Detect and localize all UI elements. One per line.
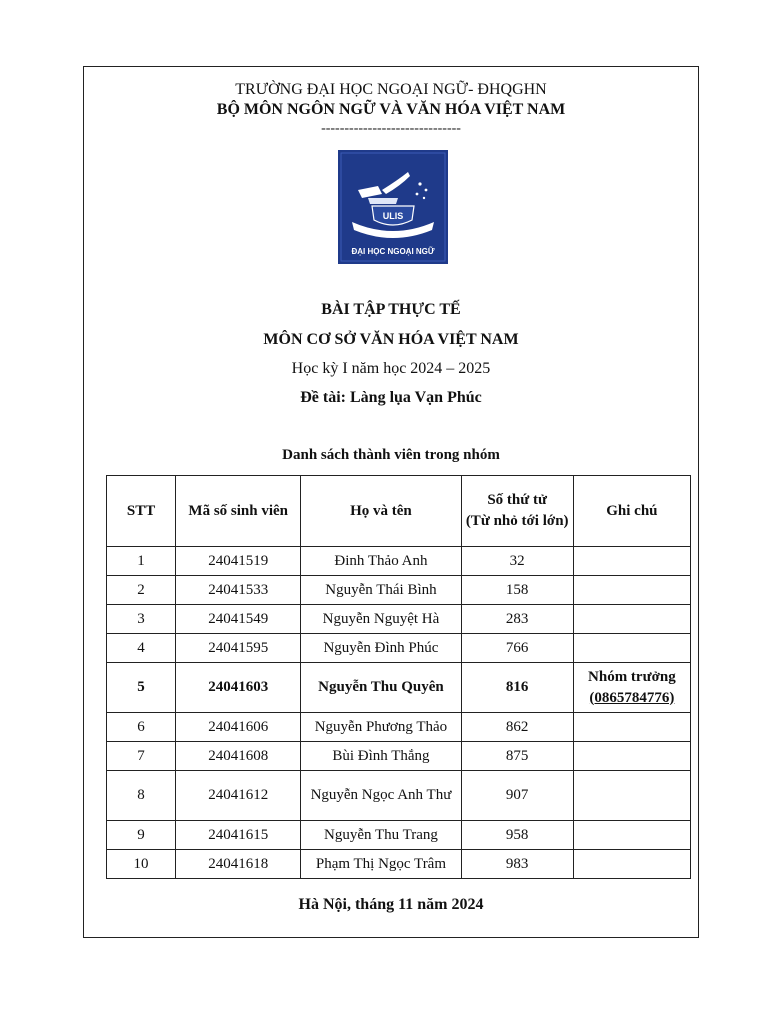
table-header-row bbox=[107, 476, 691, 547]
topic-value: Làng lụa Vạn Phúc bbox=[346, 389, 482, 406]
cell-student-id: 24041595 bbox=[176, 634, 301, 663]
cell-stt: 6 bbox=[107, 713, 176, 742]
cell-note bbox=[573, 663, 690, 713]
department-name: BỘ MÔN NGÔN NGỮ VÀ VĂN HÓA VIỆT NAM bbox=[216, 101, 566, 118]
cell-stt: 4 bbox=[107, 634, 176, 663]
cell-stt: 7 bbox=[107, 742, 176, 771]
header-stt: STT bbox=[107, 476, 176, 547]
header-order bbox=[461, 476, 573, 547]
table-row bbox=[107, 850, 691, 879]
cell-stt: 3 bbox=[107, 605, 176, 634]
ulis-logo bbox=[338, 150, 448, 264]
members-table bbox=[106, 475, 691, 879]
cell-name: Đinh Thảo Anh bbox=[301, 547, 461, 576]
cell-order: 158 bbox=[461, 576, 573, 605]
cell-order: 862 bbox=[461, 713, 573, 742]
header-name: Họ và tên bbox=[301, 476, 461, 547]
cell-name: Nguyễn Thái Bình bbox=[301, 576, 461, 605]
topic-line bbox=[84, 389, 698, 407]
cell-student-id: 24041533 bbox=[176, 576, 301, 605]
cell-student-id: 24041603 bbox=[176, 663, 301, 713]
logo-ulis-text: ULIS bbox=[382, 211, 404, 221]
cell-note bbox=[573, 634, 690, 663]
header-divider: ------------------------------ bbox=[321, 121, 461, 136]
logo-school-text: ĐẠI HỌC NGOẠI NGỮ bbox=[351, 247, 435, 256]
document-frame bbox=[83, 66, 699, 938]
cell-name: Bùi Đình Thắng bbox=[301, 742, 461, 771]
cell-note bbox=[573, 605, 690, 634]
cell-order: 907 bbox=[461, 771, 573, 821]
header-order-line1: Số thứ tử bbox=[487, 492, 548, 508]
cell-stt: 5 bbox=[107, 663, 176, 713]
cell-student-id: 24041606 bbox=[176, 713, 301, 742]
cell-order: 816 bbox=[461, 663, 573, 713]
term-line: Học kỳ I năm học 2024 – 2025 bbox=[291, 360, 491, 377]
cell-order: 32 bbox=[461, 547, 573, 576]
cell-note bbox=[573, 771, 690, 821]
cell-name: Nguyễn Nguyệt Hà bbox=[301, 605, 461, 634]
assignment-title: BÀI TẬP THỰC TẾ bbox=[321, 301, 461, 318]
cell-student-id: 24041612 bbox=[176, 771, 301, 821]
cell-note bbox=[573, 713, 690, 742]
course-title: MÔN CƠ SỞ VĂN HÓA VIỆT NAM bbox=[263, 331, 519, 348]
cell-stt: 8 bbox=[107, 771, 176, 821]
place-date-line: Hà Nội, tháng 11 năm 2024 bbox=[298, 896, 484, 913]
cell-stt: 1 bbox=[107, 547, 176, 576]
cell-order: 766 bbox=[461, 634, 573, 663]
cell-name: Nguyễn Thu Trang bbox=[301, 821, 461, 850]
cell-student-id: 24041519 bbox=[176, 547, 301, 576]
table-row bbox=[107, 605, 691, 634]
cell-name: Nguyễn Thu Quyên bbox=[301, 663, 461, 713]
cell-stt: 10 bbox=[107, 850, 176, 879]
cell-note bbox=[573, 850, 690, 879]
header-note: Ghi chú bbox=[573, 476, 690, 547]
table-row-leader bbox=[107, 663, 691, 713]
cell-name: Nguyễn Phương Thảo bbox=[301, 713, 461, 742]
cell-student-id: 24041615 bbox=[176, 821, 301, 850]
topic-label: Đề tài: bbox=[300, 389, 346, 406]
cell-student-id: 24041549 bbox=[176, 605, 301, 634]
cell-note bbox=[573, 821, 690, 850]
table-row bbox=[107, 771, 691, 821]
cell-name: Phạm Thị Ngọc Trâm bbox=[301, 850, 461, 879]
cell-name: Nguyễn Đình Phúc bbox=[301, 634, 461, 663]
cell-order: 958 bbox=[461, 821, 573, 850]
cell-order: 983 bbox=[461, 850, 573, 879]
header-order-line2: (Từ nhỏ tới lớn) bbox=[465, 513, 569, 529]
cell-student-id: 24041608 bbox=[176, 742, 301, 771]
table-row bbox=[107, 821, 691, 850]
cell-student-id: 24041618 bbox=[176, 850, 301, 879]
table-row bbox=[107, 576, 691, 605]
cell-name: Nguyễn Ngọc Anh Thư bbox=[301, 771, 461, 821]
header-student-id: Mã số sinh viên bbox=[176, 476, 301, 547]
members-caption: Danh sách thành viên trong nhóm bbox=[282, 447, 500, 463]
table-row bbox=[107, 742, 691, 771]
cell-note bbox=[573, 547, 690, 576]
school-name: TRƯỜNG ĐẠI HỌC NGOẠI NGỮ- ĐHQGHN bbox=[235, 81, 547, 98]
leader-role: Nhóm trưởng bbox=[588, 668, 676, 685]
table-row bbox=[107, 634, 691, 663]
leader-phone: (0865784776) bbox=[589, 689, 675, 706]
table-row bbox=[107, 713, 691, 742]
cell-note bbox=[573, 742, 690, 771]
cell-order: 283 bbox=[461, 605, 573, 634]
table-row bbox=[107, 547, 691, 576]
cell-note bbox=[573, 576, 690, 605]
cell-stt: 9 bbox=[107, 821, 176, 850]
cell-order: 875 bbox=[461, 742, 573, 771]
cell-stt: 2 bbox=[107, 576, 176, 605]
